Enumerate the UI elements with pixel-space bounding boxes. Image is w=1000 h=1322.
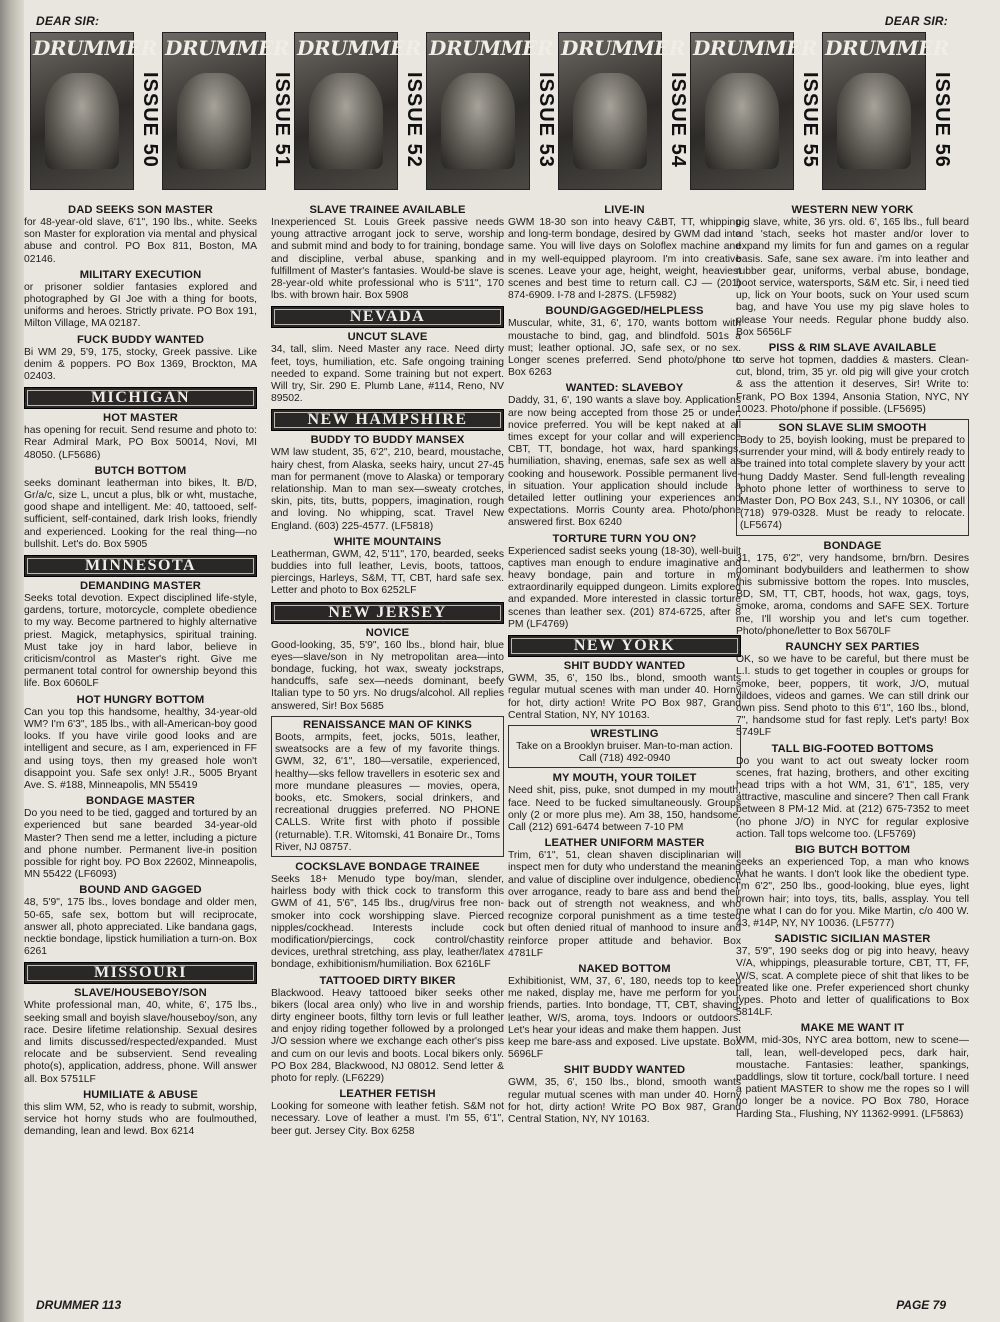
ad-headline: BONDAGE bbox=[823, 539, 882, 552]
ad-body: 31, 175, 6'2", very handsome, brn/brn. Desires dominant bodybuilders and leathermen to show this submissive bottom the ropes. Into muscles, BD, SM, TT, CBT, hoods, hot wax, gags, toys, smoke, aroma, condoms and SAFE SEX. Torture me, I'll worship you and let's cum together. Photo/phone/letter to Box 5670LF bbox=[736, 552, 969, 637]
classified-ad bbox=[271, 1088, 504, 1138]
issue-number-label: ISSUE 55 bbox=[799, 72, 821, 168]
classified-ad bbox=[508, 305, 741, 379]
classified-ad bbox=[736, 641, 969, 739]
ad-headline: WESTERN NEW YORK bbox=[791, 204, 914, 216]
ad-headline: HOT HUNGRY BOTTOM bbox=[76, 693, 205, 706]
cover-masthead: DRUMMER bbox=[693, 36, 818, 60]
classifieds-column-2 bbox=[271, 204, 504, 1289]
running-header-right: DEAR SIR: bbox=[884, 14, 948, 28]
ad-body: has opening for recuit. Send resume and photo to: Rear Admiral Mark, PO Box 50014, Novi, MI 48050. (LF5686) bbox=[24, 425, 257, 461]
ad-body: Take on a Brooklyn bruiser. Man-to-man action. Call (718) 492-0940 bbox=[516, 740, 733, 765]
ad-body: Bi WM 29, 5'9, 175, stocky, Greek passive. Like denim & poppers. PO Box 1369, Brockton, MA 02403. bbox=[24, 346, 257, 383]
ad-headline: WANTED: SLAVEBOY bbox=[565, 382, 684, 395]
classified-ad bbox=[736, 743, 969, 841]
ad-body: Experienced sadist seeks young (18-30), well-built captives man enough to endure imaginative and heavy bondage, pain and torture in my extraordinarily equipped dungeon. Limits explored and expanded. More interested in classic torture scenes than leather sex. (201) 874-6725, after 8 PM (LF4769) bbox=[508, 545, 741, 630]
classified-ad bbox=[24, 1089, 257, 1139]
cover-photo bbox=[309, 73, 383, 169]
cover-photo bbox=[705, 73, 779, 169]
issue-number-label: ISSUE 56 bbox=[931, 72, 953, 168]
binding-shadow bbox=[0, 0, 24, 1322]
state-heading: MISSOURI bbox=[24, 962, 257, 984]
classified-ad bbox=[508, 837, 741, 960]
ad-body: Exhibitionist, WM, 37, 6', 180, needs top to keep me naked, display me, have me perform for you, friends, parties. Into bondage, TT, CBT, shaving, leather, W/S, aroma, toys. Indoors or outdoors. Let's hear your ideas and make them happen. Just keep me bare-ass and exposed. Live upstate. Box 5696LF bbox=[508, 975, 741, 1061]
classified-ad bbox=[508, 382, 741, 529]
ad-body: or prisoner soldier fantasies explored and photographed by GI Joe with a thing for boots, uniforms and heroes. Strictly private. PO Box 191, Milton Village, MA 02187. bbox=[24, 281, 257, 330]
ad-body: Body to 25, boyish looking, must be prepared to surrender your mind, will & body entirely ready to be trained into total complete slavery by your actt hung Daddy Master. Send full-length revealing photo phone letter of worthiness to serve to Master Don, PO Box 243, S.I., NY 10306, or call (718) 979-0328. Must be ready to relocate. (LF5674) bbox=[740, 435, 965, 532]
cover-masthead: DRUMMER bbox=[561, 36, 686, 60]
cover-masthead: DRUMMER bbox=[33, 36, 158, 60]
cover-photo bbox=[837, 73, 911, 169]
classified-ad bbox=[736, 844, 969, 930]
ad-headline: SADISTIC SICILIAN MASTER bbox=[774, 933, 931, 946]
cover-photo bbox=[177, 73, 251, 169]
magazine-covers-strip bbox=[28, 32, 958, 202]
ad-headline: LIVE-IN bbox=[604, 204, 645, 216]
classified-ad bbox=[24, 334, 257, 384]
ad-body: 34, tall, slim. Need Master any race. Need dirty feet, toys, humiliation, etc. Safe ongoing training needed to expand. Some training but not expert. Will try, Sir. 290 E. Plumb Lane, #114, Reno, NV 89502. bbox=[271, 344, 504, 405]
ad-body: for 48-year-old slave, 6'1", 190 lbs., white. Seeks son Master for exploration via mental and physical abuse and control. PO Box 811, Boston, MA 02146. bbox=[24, 217, 257, 265]
classified-ad bbox=[736, 204, 969, 339]
ad-body: Do you want to act out sweaty locker room scenes, frat hazing, brothers, and other exciting head trips with a hot WM, 31, 6'1", 185, very attractive, masculine and sincere? Then call Frank between 8 PM-12 Mid. at (212) 675-7352 to meet (no phone J/O) in NYC for regular explosive action. Tall tops welcome too. (LF5769) bbox=[736, 755, 969, 840]
classified-ad bbox=[271, 627, 504, 713]
cover-photo bbox=[441, 73, 515, 169]
ad-headline: MAKE ME WANT IT bbox=[800, 1022, 905, 1035]
ad-headline: BUTCH BOTTOM bbox=[94, 464, 187, 477]
state-heading: NEW YORK bbox=[508, 635, 741, 657]
classified-ad bbox=[24, 412, 257, 462]
classified-ad bbox=[508, 725, 741, 768]
ad-headline: BOUND/GAGGED/HELPLESS bbox=[545, 305, 704, 318]
classified-ad bbox=[736, 1022, 969, 1120]
classified-ad bbox=[24, 204, 257, 266]
ad-headline: MY MOUTH, YOUR TOILET bbox=[552, 772, 697, 785]
ad-headline: MILITARY EXECUTION bbox=[79, 268, 202, 281]
footer-issue: DRUMMER 113 bbox=[36, 1298, 122, 1312]
classified-ad bbox=[24, 987, 257, 1085]
ad-body: seeks dominant leatherman into bikes, lt. B/D, Gr/a/c, size L, uncut a plus, blk or wht, mustache, good shape and intelligent. Me: 40, tattooed, self-sufficient, self-contained, dark Irish looks, friendly and experienced. Looking for the real thing—no bullshit. Let's do. Box 5905 bbox=[24, 477, 257, 550]
ad-headline: RAUNCHY SEX PARTIES bbox=[785, 641, 920, 654]
ad-body: to serve hot topmen, daddies & masters. Clean-cut, blond, trim, 35 yr. old pig will give your crotch & ass the attention it deserves, Sir! Write to: Frank, PO Box 1394, Ansonia Station, NYC, NY 10023. Photo/phone if possible. (LF5695) bbox=[736, 355, 969, 415]
cover-masthead: DRUMMER bbox=[825, 36, 950, 60]
issue-number-label: ISSUE 51 bbox=[271, 72, 293, 168]
ad-body: 48, 5'9", 175 lbs., loves bondage and older men, 50-65, safe sex, bottom but will reciprocate, answer all, photo appreciated. Like bandana gags, necktie bondage, lipstick humiliation a turn-on. Box 6261 bbox=[24, 897, 257, 958]
ad-body: WM, mid-30s, NYC area bottom, new to scene—tall, lean, well-developed pecs, dark hair, moustache. Fantasies: leather, spankings, paddlings, slow tit torture, cock/ball torture. I need a patient MASTER to show me the ropes so I will no longer be a novice. PO Box 780, Horace Harding Sta., Flushing, NY 11362-9991. (LF5863) bbox=[736, 1035, 969, 1120]
issue-number-label: ISSUE 50 bbox=[139, 72, 161, 168]
ad-body: Can you top this handsome, healthy, 34-year-old WM? I'm 6'3", 185 lbs., with all-American-boy good looks. If you have virile good looks and are intelligent and secure, as I am, experienced in FF and using toys, then my greased hole won't disappoint you. Safe sex only! J.R., 5005 Bryant Ave. S. #188, Minneapolis, MN 55419 bbox=[24, 706, 257, 791]
ad-body: Seeks total devotion. Expect disciplined life-style, gardens, torture, motorcycle, complete obedience to my way. Become partnered to highly alternative priest. Magick, metaphysics, spiritual training. Must take joy in hard labor, believe in criticism/control as Master's right. Give me permanent total control for ownership beyond this life. Box 6060LF bbox=[24, 593, 257, 690]
classified-ad bbox=[508, 204, 741, 302]
ad-headline: NOVICE bbox=[365, 626, 410, 639]
ad-body: Inexperienced St. Louis Greek passive needs young attractive arrogant jock to serve, worship and submit mind and body to for training, bondage and discipline, verbal abuse, spanking and fulfillment of Master's fantasies. Would-be slave is 28-year-old white professional who is 5'11", 170 lbs. with brown hair. Box 5908 bbox=[271, 217, 504, 302]
ad-headline: SON SLAVE SLIM SMOOTH bbox=[778, 422, 927, 435]
classified-ad bbox=[24, 465, 257, 551]
ad-body: GWM, 35, 6', 150 lbs., blond, smooth wants regular mutual scenes with man under 40. Horny for hot, dirty action! Write PO Box 987, Grand Central Station, NY, NY 10163. bbox=[508, 1077, 741, 1125]
issue-number-label: ISSUE 52 bbox=[403, 72, 425, 168]
ad-body: OK, so we have to be careful, but there must be L.I. studs to get together in couples or groups for smoke, beer, poppers, tit work, J/O, mutual dildoes, videos and games. We can still drink our own piss. Send photo to this 6'1", 160 lbs., blond, 7", handsome stud for fast reply. Let's party! Box 5749LF bbox=[736, 654, 969, 739]
classifieds-column-1 bbox=[24, 204, 257, 1289]
state-heading: MICHIGAN bbox=[24, 387, 257, 409]
ad-body: Leatherman, GWM, 42, 5'11", 170, bearded, seeks buddies into full leather, Levis, boots, tattoos, piercings, Harleys, S&M, TT, CBT, hard safe sex. Letter and photo to Box 6252LF bbox=[271, 548, 504, 597]
ad-headline: HUMILIATE & ABUSE bbox=[83, 1088, 198, 1101]
ad-headline: LEATHER FETISH bbox=[339, 1088, 436, 1101]
state-heading: NEVADA bbox=[271, 306, 504, 328]
state-heading: MINNESOTA bbox=[24, 555, 257, 577]
classifieds-column-3 bbox=[508, 204, 741, 1289]
ad-body: Good-looking, 35, 5'9", 160 lbs., blond hair, blue eyes—slave/son in Ny metropolitan area—into bondage, fucking, hot wax, sweaty jockstraps, handcuffs, safe sex—needs dominant, beefy Italian type to 50 yrs. No drugs/alcohol. All replies answered, Sir! Box 5685 bbox=[271, 639, 504, 712]
ad-body: Trim, 6'1", 51, clean shaven disciplinarian will inspect men for duty who understand the meaning and value of discipline over indulgence, obedience over arrogance, ready to bare ass and bend their back out of strength not weakness, and who recognize corporal punishment as a time tested but often denied ritual of manhood to insure and reinforce proper attitude and behavior. Box 4781LF bbox=[508, 850, 741, 959]
classified-ad bbox=[24, 795, 257, 881]
state-heading: NEW HAMPSHIRE bbox=[271, 409, 504, 431]
ad-headline: HOT MASTER bbox=[103, 412, 178, 425]
ad-body: Need shit, piss, puke, snot dumped in my mouth, face. Need to be fucked simultaneously. Groups only (2 or more plus me). Am 38, 150, handsome. Call (212) 691-6474 between 7-10 PM bbox=[508, 785, 741, 833]
ad-body: Boots, armpits, feet, jocks, 501s, leather, sweatsocks are a few of my favorite things. GWM, 32, 6'1", 180—versatile, experienced, healthy—sks fellow travellers in esoteric sex and more mundane pleasures — movies, opera, books, etc. Smokers, social drinkers, and recreational druggies preferred. NO PHONE CALLS. Write first with photo if possible (returnable). T.R. Witomski, 41 Bonaire Dr., Toms River, NJ 08757. bbox=[275, 731, 500, 853]
ad-body: seeks an experienced Top, a man who knows what he wants. I don't look like the obedient type. I'm 6'2", 250 lbs., good-looking, blue eyes, light brown hair; into toys, tits, balls, assplay. You tell me what I can do for you. Mike Martin, c/o 400 W. 43, #14P, NY, NY 10036. (LF5777) bbox=[736, 856, 969, 929]
ad-body: Seeks 18+ Menudo type boy/man, slender, hairless body with thick cock to transform this GWM of 41, 5'6", 145 lbs., drug/virus free non-smoker into cock worshipping slave. Pierced nipples/cockhead. Interests include cock modification/piercings, cock control/chastity devices, urethral stretching, ass play, leather/latex bondage, exhibitionism/humiliation. Box 6216LF bbox=[271, 873, 504, 971]
ad-body: Looking for someone with leather fetish. S&M not necessary. Love of leather a must. I'm 55, 6'1", beer gut. Jersey City. Box 6258 bbox=[271, 1101, 504, 1137]
cover-masthead: DRUMMER bbox=[165, 36, 290, 60]
classified-ad bbox=[24, 580, 257, 691]
issue-number-label: ISSUE 54 bbox=[667, 72, 689, 168]
ad-headline: UNCUT SLAVE bbox=[347, 331, 428, 344]
footer-page-number: PAGE 79 bbox=[896, 1298, 946, 1312]
classifieds-column-4 bbox=[736, 204, 969, 1289]
classified-ad bbox=[271, 536, 504, 598]
classified-ad bbox=[736, 342, 969, 416]
ad-headline: TALL BIG-FOOTED BOTTOMS bbox=[771, 742, 934, 755]
classified-ad bbox=[271, 204, 504, 302]
ad-body: WM law student, 35, 6'2", 210, beard, moustache, hairy chest, from Alaska, seeks hairy, uncut 27-45 man for permanent (move to Alaska) or temporary relationship. Man to man sex—sweaty crotches, skin, pits, tits, butts, poppers, imagination, rough and loving. No whipping, scat. Travel New England. (603) 225-4577. (LF5818) bbox=[271, 447, 504, 532]
ad-headline: SHIT BUDDY WANTED bbox=[563, 1064, 686, 1077]
ad-headline: FUCK BUDDY WANTED bbox=[76, 333, 205, 346]
ad-headline: BIG BUTCH BOTTOM bbox=[794, 843, 911, 856]
cover-masthead: DRUMMER bbox=[297, 36, 422, 60]
ad-body: 37, 5'9", 190 seeks dog or pig into heavy, heavy V/A, whippings, pleasurable torture, CBT, TT, FF, W/S, scat. A complete piece of shit that likes to be treated like one. Prefer experienced short chunky types. Photo and letter of qualifications to Box 5814LF. bbox=[736, 946, 969, 1019]
classified-ad bbox=[736, 540, 969, 638]
cover-masthead: DRUMMER bbox=[429, 36, 554, 60]
classified-ad bbox=[271, 861, 504, 972]
classified-ad bbox=[508, 533, 741, 631]
ad-headline: DEMANDING MASTER bbox=[80, 580, 201, 593]
ad-headline: TORTURE TURN YOU ON? bbox=[552, 532, 697, 545]
ad-headline: RENAISSANCE MAN OF KINKS bbox=[303, 718, 472, 731]
ad-body: GWM, 35, 6', 150 lbs., blond, smooth wants regular mutual scenes with man under 40. Horny for hot, dirty action! Write PO Box 987, Grand Central Station, NY, NY 10163. bbox=[508, 673, 741, 721]
ad-headline: PISS & RIM SLAVE AVAILABLE bbox=[768, 342, 937, 355]
cover-photo bbox=[573, 73, 647, 169]
ad-body: Do you need to be tied, gagged and tortured by an experienced but sane bearded 34-year-old Master? Then send me a letter, including a picture and phone number. Permanent live-in position possible for right boy. PO Box 22602, Minneapolis, MN 55422 (LF6093) bbox=[24, 808, 257, 881]
ad-headline: SLAVE/HOUSEBOY/SON bbox=[74, 987, 207, 1000]
classified-ad bbox=[271, 716, 504, 857]
ad-headline: WHITE MOUNTAINS bbox=[333, 535, 442, 548]
ad-body: Daddy, 31, 6', 190 wants a slave boy. Applications are now being accepted from those 25 or under, novice preferred. You will be kept naked at all times except for your collar and will experience CBT, TT, bondage, hot wax, hard spankings, humiliation, shaving, enemas, safe sex as well as cooking and housework. Possible permanent live-in situation. Your application should include a detailed letter outlining your experiences and expectations. Morris County area. Photo/phone answered first. Box 6240 bbox=[508, 395, 741, 529]
ad-headline: DAD SEEKS SON MASTER bbox=[68, 204, 213, 216]
ad-headline: LEATHER UNIFORM MASTER bbox=[544, 837, 705, 850]
ad-body: pig slave, white, 36 yrs. old. 6', 165 lbs., full beard and 'stach, seeks hot master and/or lover to expand my limits for fun and games on a regular basis. Safe, sane sex aware. i'm into leather and rubber gear, uniforms, verbal abuse, bondage, boot service, watersports, S&M etc. Sir, i need tied up, lick on Your boots, suck on Your used scum bag, and have You use my pig slave holes to please Your needs. Regular phone buddy also. Box 5656LF bbox=[736, 217, 969, 338]
ad-headline: SLAVE TRAINEE AVAILABLE bbox=[309, 204, 466, 216]
classified-ad bbox=[736, 933, 969, 1019]
ad-body: White professional man, 40, white, 6', 175 lbs., seeking small and boyish slave/houseboy/son, any race. Desire lifetime relationship. Sexual desires and limits discussed/respected/expanded. Must relocate and be subservient. Send revealing photo(s), application, address, phone. Will answer all. Box 5751LF bbox=[24, 1000, 257, 1085]
cover-photo bbox=[45, 73, 119, 169]
ad-headline: SHIT BUDDY WANTED bbox=[563, 660, 686, 673]
classified-ad bbox=[271, 975, 504, 1086]
ad-headline: BONDAGE MASTER bbox=[86, 795, 195, 808]
classified-ad bbox=[736, 419, 969, 536]
ad-headline: NAKED BOTTOM bbox=[578, 962, 671, 975]
ad-body: Blackwood. Heavy tattooed biker seeks other bikers (local area only) who live in and worship dirty engineer boots, filthy torn levis or full leather and enjoy riding together followed by a prolonged J/O session where we exchange each other's piss and cum on our levis and boots. Local bikers only. PO Box 284, Blackwood, NJ 08012. Send letter & photo for reply. (LF6229) bbox=[271, 987, 504, 1084]
classified-ad bbox=[24, 884, 257, 958]
ad-body: Muscular, white, 31, 6', 170, wants bottom with moustache to bind, gag, and blindfold. 501s a must; leather optional. JO, safe sex, or no sex. Longer scenes preferred. Send photo/phone to Box 6263 bbox=[508, 318, 741, 379]
classified-ad bbox=[24, 269, 257, 331]
ad-headline: WRESTLING bbox=[590, 727, 659, 740]
classified-ad bbox=[24, 694, 257, 792]
ad-headline: TATTOOED DIRTY BIKER bbox=[319, 974, 456, 987]
ad-headline: COCKSLAVE BONDAGE TRAINEE bbox=[295, 860, 480, 873]
ad-headline: BUDDY TO BUDDY MANSEX bbox=[310, 434, 465, 447]
issue-number-label: ISSUE 53 bbox=[535, 72, 557, 168]
state-heading: NEW JERSEY bbox=[271, 602, 504, 624]
classified-ad bbox=[508, 772, 741, 834]
classified-ad bbox=[508, 1064, 741, 1126]
ad-body: GWM 18-30 son into heavy C&BT, TT, whipping and long-term bondage, desired by GWM dad into same. You will live days on Soloflex machine and in my well-equipped playroom. I'm into creative scenes. Leave your age, height, weight, heaviest scenes and best time to return call. CJ — (201) 874-6909. I-78 and I-287S. (LF5982) bbox=[508, 217, 741, 302]
running-header-left: DEAR SIR: bbox=[36, 14, 100, 28]
classified-ad bbox=[508, 963, 741, 1061]
classified-ad bbox=[508, 660, 741, 722]
ad-headline: BOUND AND GAGGED bbox=[79, 884, 202, 897]
classified-ad bbox=[271, 331, 504, 405]
ad-body: this slim WM, 52, who is ready to submit, worship, service hot horny studs who are foulmouthed, demanding, lean and lewd. Box 6214 bbox=[24, 1101, 257, 1138]
classified-ad bbox=[271, 434, 504, 532]
